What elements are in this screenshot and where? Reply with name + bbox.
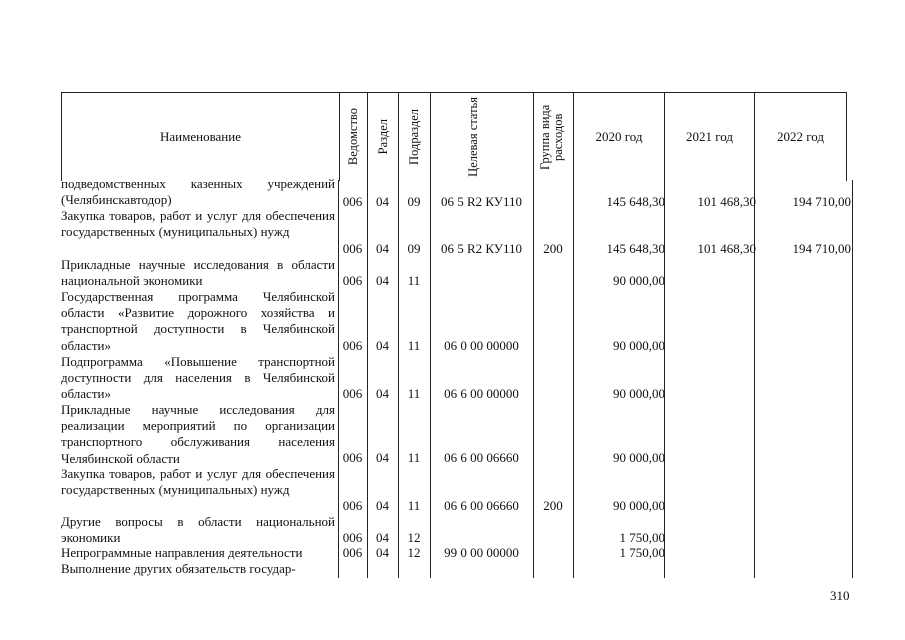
cell-2020: 90 000,00	[613, 450, 665, 465]
column-divider	[398, 180, 399, 578]
cell-vedomstvo: 006	[342, 530, 363, 545]
header-2021: 2021 год	[665, 93, 755, 181]
cell-celevaya: 06 6 00 06660	[444, 498, 519, 513]
cell-podrazdel: 09	[407, 194, 421, 209]
column-divider	[533, 180, 534, 578]
cell-razdel: 04	[376, 338, 389, 353]
cell-podrazdel: 11	[407, 498, 421, 513]
cell-razdel: 04	[376, 450, 389, 465]
cell-podrazdel: 11	[407, 338, 421, 353]
cell-podrazdel: 09	[407, 241, 421, 256]
row-name: подведомственных казенных учреждений (Челябинскавтодор)	[61, 176, 335, 208]
cell-razdel: 04	[376, 530, 389, 545]
cell-celevaya: 99 0 00 00000	[444, 545, 519, 560]
cell-2022: 194 710,00	[792, 241, 851, 256]
cell-celevaya: 06 5 R2 КУ110	[440, 194, 523, 209]
table-header	[61, 92, 847, 181]
header-vedomstvo: Ведомство	[340, 93, 368, 181]
cell-2021: 101 468,30	[697, 194, 756, 209]
cell-celevaya: 06 6 00 00000	[444, 386, 519, 401]
header-2022: 2022 год	[755, 93, 847, 181]
cell-2020: 90 000,00	[613, 498, 665, 513]
cell-2020: 145 648,30	[606, 194, 665, 209]
row-name: Другие вопросы в области национальной экономики	[61, 514, 335, 546]
row-name: Государственная программа Челябинской области «Развитие дорожного хозяйства и транспортной доступности в Челябинской области»	[61, 289, 335, 353]
cell-2020: 90 000,00	[613, 338, 665, 353]
cell-gruppa: 200	[543, 498, 563, 513]
cell-vedomstvo: 006	[342, 450, 363, 465]
cell-vedomstvo: 006	[342, 338, 363, 353]
page-number: 310	[830, 588, 850, 603]
column-divider	[367, 180, 368, 578]
cell-podrazdel: 11	[407, 450, 421, 465]
cell-2020: 1 750,00	[619, 530, 665, 545]
row-name: Выполнение других обязательств государ-	[61, 561, 296, 576]
cell-2020: 90 000,00	[613, 273, 665, 288]
cell-2020: 1 750,00	[619, 545, 665, 560]
row-name: Подпрограмма «Повышение транспортной доступности для населения в Челябинской области»	[61, 354, 335, 402]
cell-celevaya: 06 0 00 00000	[444, 338, 519, 353]
cell-podrazdel: 12	[407, 530, 421, 545]
column-divider	[664, 180, 665, 578]
header-celevaya: Целевая статья	[431, 93, 534, 181]
column-divider	[338, 180, 339, 578]
cell-razdel: 04	[376, 498, 389, 513]
column-divider	[754, 180, 755, 578]
row-name: Закупка товаров, работ и услуг для обеспечения государственных (муниципальных) нужд	[61, 466, 335, 498]
row-name: Непрограммные направления деятельности	[61, 545, 303, 560]
cell-vedomstvo: 006	[342, 241, 363, 256]
cell-razdel: 04	[376, 273, 389, 288]
header-name: Наименование	[62, 93, 340, 181]
column-divider	[852, 180, 853, 578]
header-gruppa: Группа вида расходов	[534, 93, 574, 181]
cell-podrazdel: 11	[407, 273, 421, 288]
cell-vedomstvo: 006	[342, 273, 363, 288]
cell-razdel: 04	[376, 545, 389, 560]
row-name: Закупка товаров, работ и услуг для обеспечения государственных (муниципальных) нужд	[61, 208, 335, 240]
cell-vedomstvo: 006	[342, 386, 363, 401]
cell-celevaya: 06 5 R2 КУ110	[440, 241, 523, 256]
row-name: Прикладные научные исследования в области национальной экономики	[61, 257, 335, 289]
column-divider	[430, 180, 431, 578]
header-podrazdel: Подраздел	[399, 93, 431, 181]
cell-razdel: 04	[376, 386, 389, 401]
header-2020: 2020 год	[574, 93, 665, 181]
cell-razdel: 04	[376, 194, 389, 209]
cell-2020: 145 648,30	[606, 241, 665, 256]
cell-gruppa: 200	[543, 241, 563, 256]
cell-vedomstvo: 006	[342, 194, 363, 209]
cell-razdel: 04	[376, 241, 389, 256]
cell-podrazdel: 11	[407, 386, 421, 401]
cell-celevaya: 06 6 00 06660	[444, 450, 519, 465]
cell-2020: 90 000,00	[613, 386, 665, 401]
column-divider	[573, 180, 574, 578]
cell-podrazdel: 12	[407, 545, 421, 560]
row-name: Прикладные научные исследования для реализации мероприятий по организации транспортного обслуживания населения Челябинской области	[61, 402, 335, 466]
header-razdel: Раздел	[368, 93, 399, 181]
cell-vedomstvo: 006	[342, 545, 363, 560]
cell-2021: 101 468,30	[697, 241, 756, 256]
cell-2022: 194 710,00	[792, 194, 851, 209]
cell-vedomstvo: 006	[342, 498, 363, 513]
